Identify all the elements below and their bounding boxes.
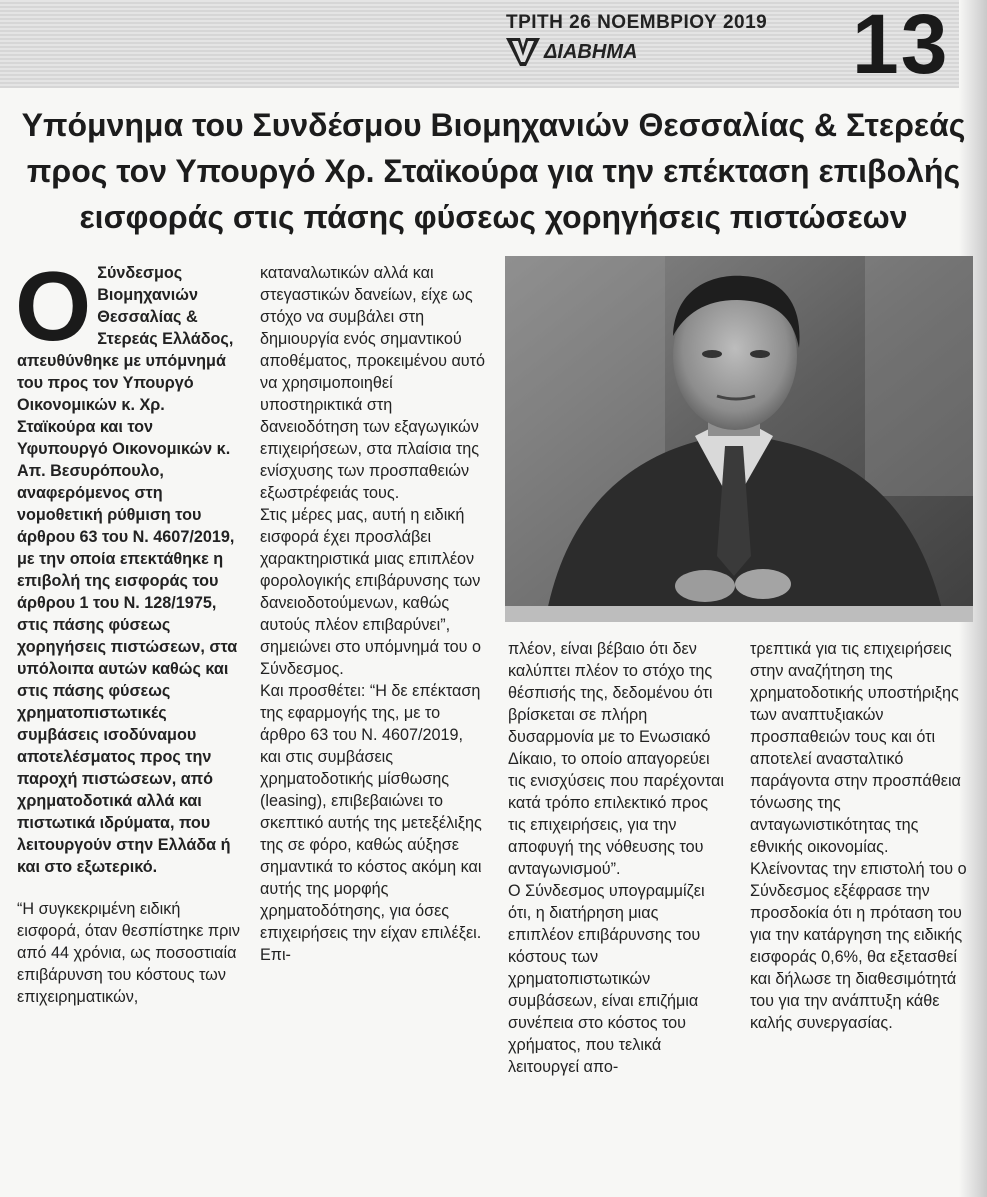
article-column-3: [508, 638, 726, 1078]
publication-brand: [506, 38, 637, 66]
headline-line-2: προς τον Υπουργό Χρ. Σταϊκούρα για την επέκταση επιβολής: [26, 153, 961, 189]
column-4-paragraph-1: τρεπτικά για τις επιχειρήσεις στην αναζήτηση της χρηματοδοτικής υποστήριξης των αναπτυξιακών προσπαθειών τους και ότι αποτελεί ανασταλτικό παράγοντα στην προσπάθεια τόνωσης της ανταγωνιστικότητας της εθνικής οικονομίας.: [750, 640, 961, 856]
column-2-paragraph-2: Στις μέρες μας, αυτή η ειδική εισφορά έχει προσλάβει χαρακτηριστικά μιας επιπλέον φορολογικής επιβάρυνσης των δανειοδοτούμενων, καθώς αυτούς πλέον επιβαρύνει”, σημειώνει στο υπόμνημά του ο Σύνδεσμος.: [260, 506, 481, 678]
publication-name: ΔΙΑΒΗΜΑ: [544, 40, 638, 63]
column-2-paragraph-1: καταναλωτικών αλλά και στεγαστικών δανείων, είχε ως στόχο να συμβάλει στη δημιουργία ενός σημαντικού αποθέματος, προκειμένου αυτό να χρησιμοποιηθεί υποστηρικτικά στη δανειοδότηση των εξαγωγικών επιχειρήσεων, στα πλαίσια της ενίσχυσης των προσπαθειών εξωστρέφειάς τους.: [260, 264, 486, 502]
portrait-image-icon: [505, 256, 973, 622]
article-column-1: [15, 251, 247, 1008]
page-number: 13: [852, 0, 950, 91]
page-header: [0, 0, 987, 91]
article-headline: [20, 102, 967, 240]
headline-line-3: εισφοράς στις πάσης φύσεως χορηγήσεις πιστώσεων: [79, 199, 908, 235]
article-column-4: [750, 638, 968, 1034]
column-4-paragraph-2: Κλείνοντας την επιστολή του ο Σύνδεσμος εξέφρασε την προσδοκία ότι η πρόταση του για την κατάργηση της ειδικής εισφοράς 0,6%, θα εξετασθεί και δήλωσε τη διαθεσιμότητά του για την ανάπτυξη κάθε καλής συνεργασίας.: [750, 860, 967, 1032]
minister-portrait-photo: [505, 256, 973, 622]
drop-cap: Ο: [15, 251, 92, 361]
article-column-2: [260, 262, 488, 966]
lead-text: Σύνδεσμος Βιομηχανιών Θεσσαλίας & Στερεάς Ελλάδος, απευθύνθηκε με υπόμνημά του προς τον Υπουργό Οικονομικών κ. Χρ. Σταϊκούρα και τον Υφυπουργό Οικονομικών κ. Απ. Βεσυρόπουλο, αναφερόμενος στη νομοθετική ρύθμιση του άρθρου 63 του Ν. 4607/2019, με την οποία επεκτάθηκε η επιβολή της εισφοράς του άρθρου 1 του Ν. 128/1975, στις πάσης φύσεως χορηγήσεις πιστώσεων, στα υπόλοιπα αυτών καθώς και στις πάσης φύσεως χρηματοπιστωτικές συμβάσεις ισοδύναμου αποτελέσματος προς την παροχή πιστώσεων, από χρηματοδοτικά αλλά και πιστωτικά ιδρύματα, που λειτουργούν στην Ελλάδα ή και στο εξωτερικό.: [17, 264, 238, 876]
column-3-paragraph-2: Ο Σύνδεσμος υπογραμμίζει ότι, η διατήρηση μιας επιπλέον επιβάρυνσης του κόστους των χρηματοπιστωτικών συμβάσεων, είναι επιζήμια συνέπεια στο κόστος του χρήματος, που τελικά λειτουργεί απο-: [508, 882, 705, 1076]
column-1-quote-paragraph: “Η συγκεκριμένη ειδική εισφορά, όταν θεσπίστηκε πριν από 44 χρόνια, ως ποσοστιαία επιβάρυνση του κόστους των επιχειρηματικών,: [17, 900, 240, 1006]
diavima-v-logo-icon: [506, 38, 540, 66]
lead-paragraph: [15, 251, 247, 878]
column-2-paragraph-3: Και προσθέτει: “Η δε επέκταση της εφαρμογής της, με το άρθρο 63 του Ν. 4607/2019, και στις συμβάσεις χρηματοδοτικής μίσθωσης (leasing), επιβεβαιώνει το σκεπτικό αυτής της μετεξέλιξης της σε φόρο, καθώς αύξησε σημαντικά το κόστος ακόμη και αυτής της μορφής χρηματοδότησης, για όσες επιχειρήσεις την είχαν επιλέξει. Επι-: [260, 682, 482, 964]
column-3-paragraph-1: πλέον, είναι βέβαιο ότι δεν καλύπτει πλέον το στόχο της θέσπισής της, δεδομένου ότι βρίσκεται σε πλήρη δυσαρμονία με το Ενωσιακό Δίκαιο, το οποίο απαγορεύει τις ενισχύσεις που παρέχονται κατά τρόπο επιλεκτικό προς τις επιχειρήσεις, για την αποφυγή της νόθευσης του ανταγωνισμού”.: [508, 640, 724, 878]
issue-date: ΤΡΙΤΗ 26 ΝΟΕΜΒΡΙΟΥ 2019: [506, 12, 768, 33]
headline-line-1: Υπόμνημα του Συνδέσμου Βιομηχανιών Θεσσαλίας & Στερεάς: [21, 107, 966, 143]
